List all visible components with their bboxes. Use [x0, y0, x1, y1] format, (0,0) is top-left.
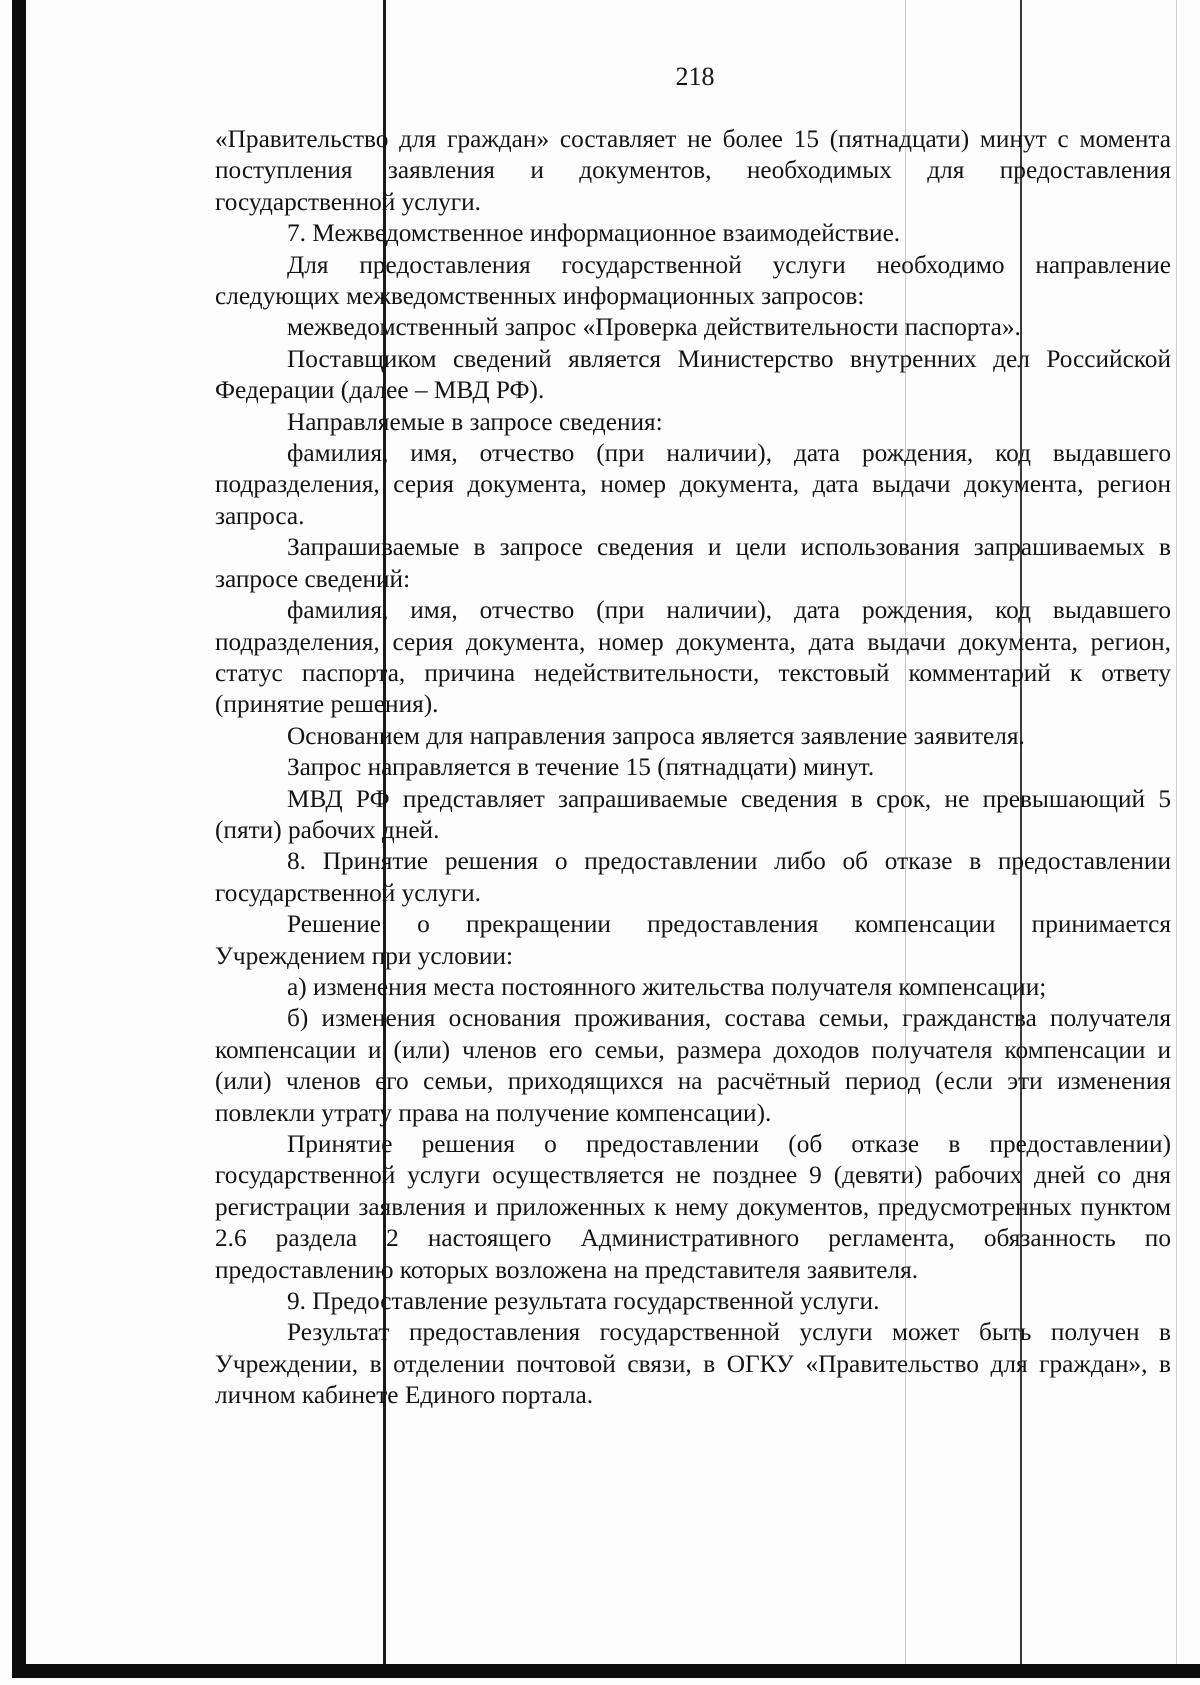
paragraph: «Правительство для граждан» составляет не более 15 (пятнадцати) минут с момента поступления заявления и документов, необходимых для предоставления государственной услуги.: [215, 125, 1171, 216]
paragraph: Запрашиваемые в запросе сведения и цели использования запрашиваемых в запросе сведений:: [215, 533, 1171, 593]
section-heading: 7. Межведомственное информационное взаимодействие.: [287, 219, 901, 248]
paragraph: Направляемые в запросе сведения:: [287, 407, 663, 436]
scan-artifact-line: [1176, 0, 1177, 1664]
paragraph: МВД РФ представляет запрашиваемые сведения в срок, не превышающий 5 (пяти) рабочих дней.: [215, 784, 1171, 844]
paragraph: Поставщиком сведений является Министерство внутренних дел Российской Федерации (далее – МВД РФ).: [215, 344, 1171, 405]
paragraph: межведомственный запрос «Проверка действительности паспорта».: [287, 313, 1021, 342]
scan-edge-left: [12, 0, 26, 1672]
scan-edge-bottom: [12, 1664, 1200, 1678]
paragraph: Результат предоставления государственной услуги может быть получен в Учреждении, в отделении почтовой связи, в ОГКУ «Правительство для граждан», в личном кабинете Единого портала.: [215, 1318, 1171, 1410]
paragraph: фамилия, имя, отчество (при наличии), дата рождения, код выдавшего подразделения, серия документа, номер документа, дата выдачи документа, регион запроса.: [215, 439, 1171, 530]
paragraph: Для предоставления государственной услуги необходимо направление следующих межведомственных информационных запросов:: [215, 250, 1171, 311]
section-heading: 9. Предоставление результата государственной услуги.: [287, 1287, 880, 1316]
paragraph: Решение о прекращении предоставления компенсации принимается Учреждением при условии:: [215, 910, 1171, 970]
section-heading: 8. Принятие решения о предоставлении либо об отказе в предоставлении государственной услуги.: [215, 847, 1171, 907]
page-number: 218: [675, 62, 715, 91]
list-item: а) изменения места постоянного жительства получателя компенсации;: [287, 972, 1047, 1001]
paragraph: фамилия, имя, отчество (при наличии), дата рождения, код выдавшего подразделения, серия документа, номер документа, дата выдачи документа, регион, статус паспорта, причина недействительности, текстовый комментарий к ответу (принятие решения).: [215, 596, 1171, 719]
paragraph: Принятие решения о предоставлении (об отказе в предоставлении) государственной услуги осуществляется не позднее 9 (девяти) рабочих дней со дня регистрации заявления и приложенных к нему документов, предусмотренных пунктом 2.6 раздела 2 настоящего Административного регламента, обязанность по предоставлению которых возложена на представителя заявителя.: [215, 1130, 1171, 1284]
paragraph: Запрос направляется в течение 15 (пятнадцати) минут.: [287, 753, 875, 782]
document-body: [215, 124, 1171, 1412]
paragraph: Основанием для направления запроса является заявление заявителя.: [287, 721, 1025, 750]
list-item: б) изменения основания проживания, состава семьи, гражданства получателя компенсации и (или) членов его семьи, размера доходов получателя компенсации и (или) членов его семьи, приходящихся на расчётный период (если эти изменения повлекли утрату права на получение компенсации).: [215, 1004, 1171, 1127]
